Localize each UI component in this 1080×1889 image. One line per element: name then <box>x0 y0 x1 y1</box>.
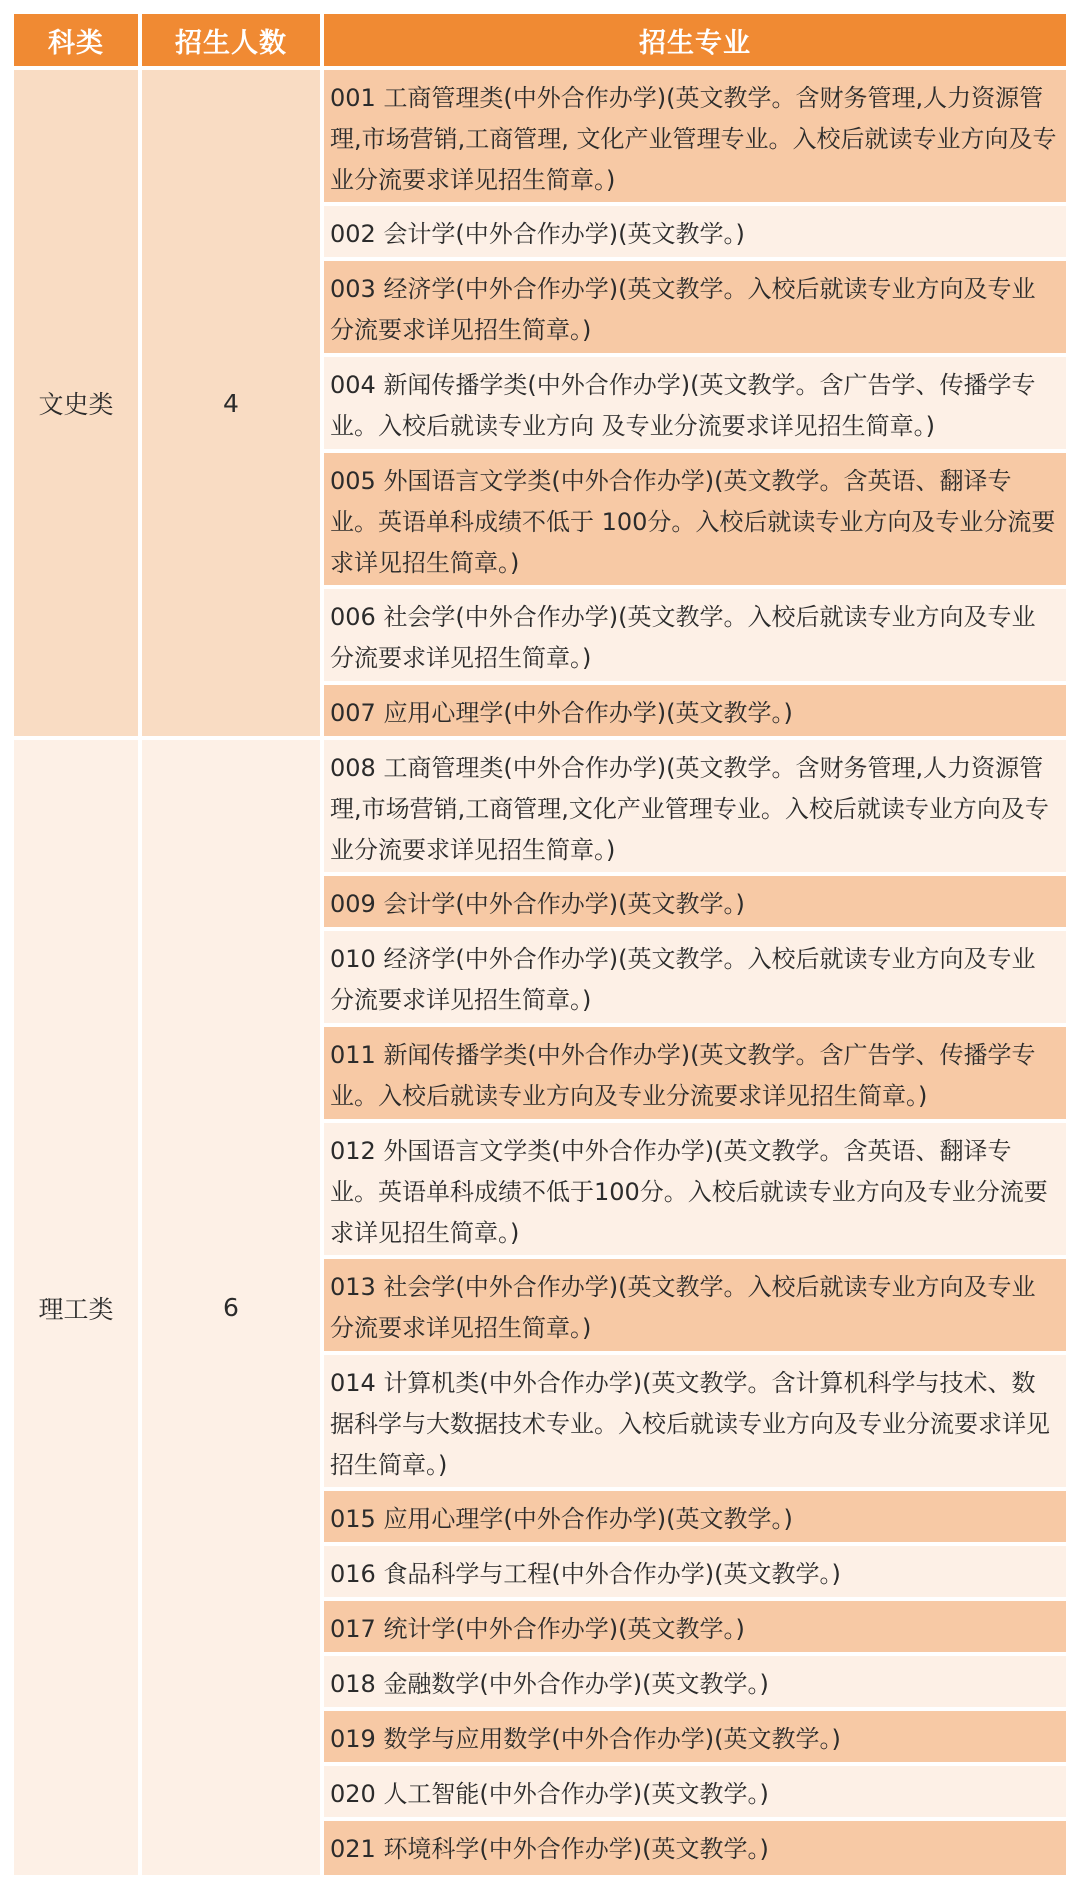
major-row: 007 应用心理学(中外合作办学)(英文教学。) <box>324 685 1066 736</box>
major-row: 016 食品科学与工程(中外合作办学)(英文教学。) <box>324 1546 1066 1597</box>
count-cell-arts <box>142 70 320 736</box>
category-cell-science <box>14 740 138 1875</box>
category-label: 文史类 <box>38 390 114 419</box>
major-row: 005 外国语言文学类(中外合作办学)(英文教学。含英语、翻译专业。英语单科成绩不低于 100分。入校后就读专业方向及专业分流要求详见招生简章。) <box>324 453 1066 585</box>
major-row: 014 计算机类(中外合作办学)(英文教学。含计算机科学与技术、数据科学与大数据技术专业。入校后就读专业方向及专业分流要求详见招生简章。) <box>324 1355 1066 1487</box>
major-row: 015 应用心理学(中外合作办学)(英文教学。) <box>324 1491 1066 1542</box>
header-enrollment: 招生人数 <box>142 14 320 66</box>
major-row: 004 新闻传播学类(中外合作办学)(英文教学。含广告学、传播学专业。入校后就读专业方向 及专业分流要求详见招生简章。) <box>324 357 1066 449</box>
major-row: 003 经济学(中外合作办学)(英文教学。入校后就读专业方向及专业分流要求详见招生简章。) <box>324 261 1066 353</box>
major-row: 018 金融数学(中外合作办学)(英文教学。) <box>324 1656 1066 1707</box>
major-row: 012 外国语言文学类(中外合作办学)(英文教学。含英语、翻译专业。英语单科成绩不低于100分。入校后就读专业方向及专业分流要求详见招生简章。) <box>324 1123 1066 1255</box>
major-row: 021 环境科学(中外合作办学)(英文教学。) <box>324 1821 1066 1875</box>
major-row: 001 工商管理类(中外合作办学)(英文教学。含财务管理,人力资源管理,市场营销,工商管理, 文化产业管理专业。入校后就读专业方向及专业分流要求详见招生简章。) <box>324 70 1066 202</box>
count-label: 6 <box>223 1293 239 1322</box>
major-row: 002 会计学(中外合作办学)(英文教学。) <box>324 206 1066 257</box>
count-label: 4 <box>223 388 239 418</box>
header-category: 科类 <box>14 14 138 66</box>
major-row: 017 统计学(中外合作办学)(英文教学。) <box>324 1601 1066 1652</box>
header-majors: 招生专业 <box>324 14 1066 66</box>
major-row: 009 会计学(中外合作办学)(英文教学。) <box>324 876 1066 927</box>
major-row: 011 新闻传播学类(中外合作办学)(英文教学。含广告学、传播学专业。入校后就读专业方向及专业分流要求详见招生简章。) <box>324 1027 1066 1119</box>
major-row: 013 社会学(中外合作办学)(英文教学。入校后就读专业方向及专业分流要求详见招生简章。) <box>324 1259 1066 1351</box>
major-row: 019 数学与应用数学(中外合作办学)(英文教学。) <box>324 1711 1066 1762</box>
count-cell-science <box>142 740 320 1875</box>
major-row: 006 社会学(中外合作办学)(英文教学。入校后就读专业方向及专业分流要求详见招生简章。) <box>324 589 1066 681</box>
category-cell-arts <box>14 70 138 736</box>
major-row: 008 工商管理类(中外合作办学)(英文教学。含财务管理,人力资源管理,市场营销,工商管理,文化产业管理专业。入校后就读专业方向及专业分流要求详见招生简章。) <box>324 740 1066 872</box>
major-row: 020 人工智能(中外合作办学)(英文教学。) <box>324 1766 1066 1817</box>
category-label: 理工类 <box>38 1294 114 1324</box>
major-row: 010 经济学(中外合作办学)(英文教学。入校后就读专业方向及专业分流要求详见招生简章。) <box>324 931 1066 1023</box>
